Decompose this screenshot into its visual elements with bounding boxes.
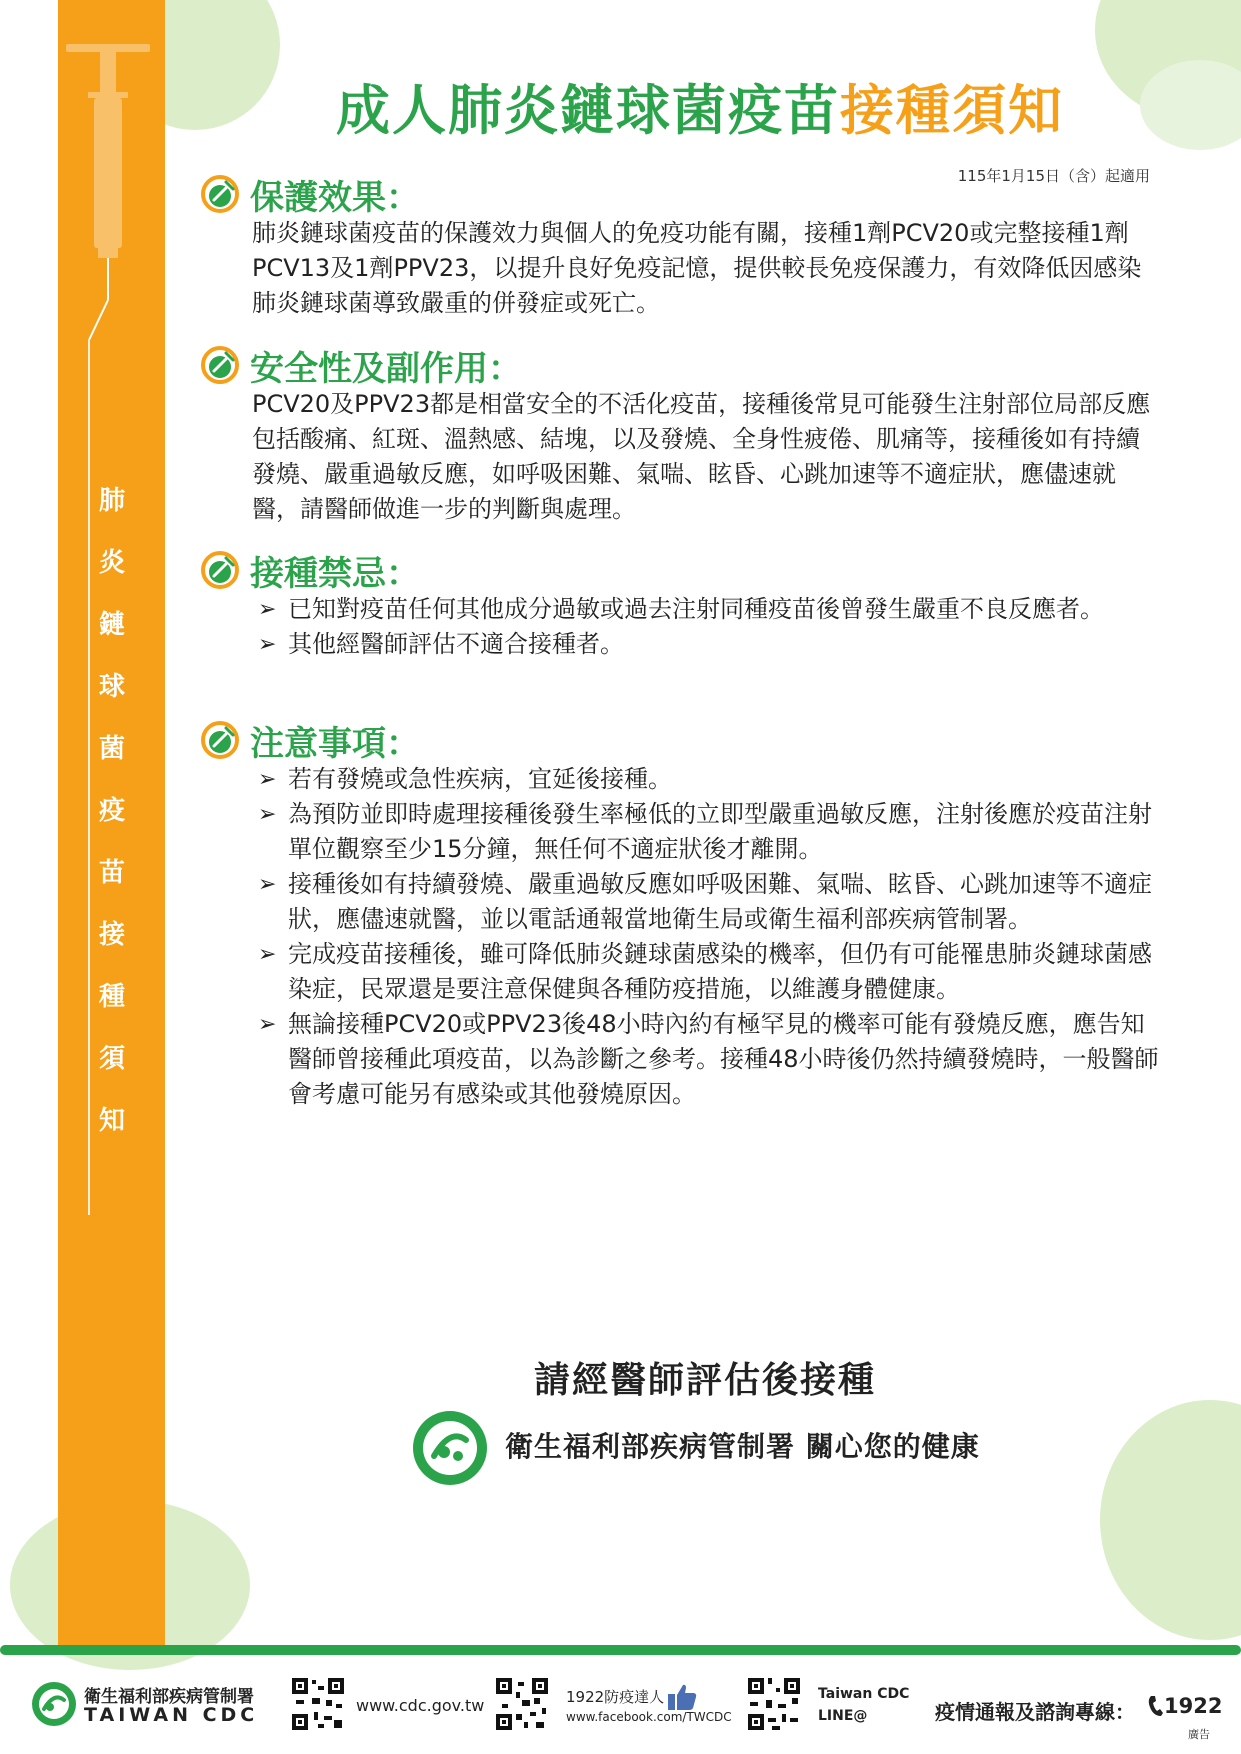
list-item-text: 無論接種PCV20或PPV23後48小時內約有極罕見的機率可能有發燒反應，應告知醫師曾接種此項疫苗，以為診斷之參考。接種48小時後仍然持續發燒時，一般醫師會考慮可能另有感染或其他發燒原因。 [288, 1010, 1159, 1108]
bullet-arrow-icon: ➢ [258, 1012, 277, 1037]
sidebar-char: 苗 [98, 858, 125, 888]
syringe-badge-icon [200, 720, 240, 760]
section-header [200, 343, 1160, 387]
section-contraindications [200, 548, 1160, 662]
sidebar-char: 須 [98, 1044, 125, 1074]
bullet-arrow-icon: ➢ [258, 632, 277, 657]
section-title: 安全性及副作用： [250, 348, 522, 389]
syringe-badge-icon [200, 550, 240, 590]
bullet-arrow-icon: ➢ [258, 802, 277, 827]
section-notes [200, 718, 1160, 1112]
list-item [258, 627, 1160, 662]
syringe-badge-icon [200, 345, 240, 385]
thumbs-up-icon [666, 1682, 698, 1712]
list-item [258, 592, 1160, 627]
list-item-text: 其他經醫師評估不適合接種者。 [288, 630, 624, 658]
sidebar-char: 鏈 [98, 610, 125, 640]
list-item [258, 797, 1160, 867]
footer-line-name[interactable]: Taiwan CDC [818, 1686, 910, 1702]
footer-divider [0, 1645, 1241, 1655]
footer-ad-label: 廣告 [1188, 1728, 1210, 1741]
section-header [200, 718, 1160, 762]
qr-code-icon [290, 1676, 346, 1732]
section-title: 注意事項： [250, 723, 420, 764]
list-item-text: 為預防並即時處理接種後發生率極低的立即型嚴重過敏反應，注射後應於疫苗注射單位觀察至少15分鐘，無任何不適症狀後才離開。 [288, 800, 1152, 863]
call-to-action: 請經醫師評估後接種 [533, 1360, 876, 1401]
page-title-highlight: 接種須知 [840, 79, 1064, 142]
phone-icon [1146, 1694, 1164, 1718]
list-item [258, 937, 1160, 1007]
footer [0, 1660, 1241, 1754]
section-body: 肺炎鏈球菌疫苗的保護效力與個人的免疫功能有關，接種1劑PCV20或完整接種1劑PCV13及1劑PPV23，以提升良好免疫記憶，提供較長免疫保護力，有效降低因感染肺炎鏈球菌導致嚴重的併發症或死亡。 [252, 219, 1142, 317]
qr-code-icon [494, 1676, 550, 1732]
effective-date: 115年1月15日（含）起適用 [957, 167, 1150, 185]
section-header [200, 548, 1160, 592]
section-protection [200, 172, 1160, 321]
sidebar-char: 疫 [98, 796, 125, 826]
footer-hotline-label: 疫情通報及諮詢專線： [935, 1700, 1135, 1724]
contraindication-list [258, 592, 1160, 662]
bullet-arrow-icon: ➢ [258, 597, 277, 622]
cdc-logo-icon [30, 1680, 78, 1728]
list-item [258, 762, 1160, 797]
page-title-main: 成人肺炎鏈球菌疫苗 [336, 79, 840, 142]
sidebar-char: 球 [98, 672, 125, 702]
list-item-text: 已知對疫苗任何其他成分過敏或過去注射同種疫苗後曾發生嚴重不良反應者。 [288, 595, 1104, 623]
section-title: 接種禁忌： [250, 553, 420, 594]
sidebar-char: 知 [98, 1106, 125, 1136]
sidebar-char: 炎 [98, 548, 125, 578]
sidebar-vertical-title [90, 470, 134, 1152]
footer-line-label[interactable]: LINE@ [818, 1708, 868, 1724]
footer-facebook-name[interactable]: 1922防疫達人 [566, 1688, 665, 1706]
cdc-logo-icon [410, 1408, 490, 1488]
section-header [200, 172, 1160, 216]
section-safety [200, 343, 1160, 527]
syringe-icon [58, 20, 165, 340]
footer-facebook-url[interactable]: www.facebook.com/TWCDC [566, 1710, 732, 1724]
syringe-badge-icon [200, 174, 240, 214]
bullet-arrow-icon: ➢ [258, 767, 277, 792]
bullet-arrow-icon: ➢ [258, 942, 277, 967]
bullet-arrow-icon: ➢ [258, 872, 277, 897]
list-item [258, 1007, 1160, 1112]
list-item-text: 若有發燒或急性疾病，宜延後接種。 [288, 765, 672, 793]
sidebar-char: 接 [98, 920, 125, 950]
list-item [258, 867, 1160, 937]
page-title [200, 68, 1200, 145]
sidebar-char: 菌 [98, 734, 125, 764]
list-item-text: 完成疫苗接種後，雖可降低肺炎鏈球菌感染的機率，但仍有可能罹患肺炎鏈球菌感染症，民眾還是要注意保健與各種防疫措施，以維護身體健康。 [288, 940, 1152, 1003]
footer-website[interactable]: www.cdc.gov.tw [356, 1696, 485, 1715]
section-body: PCV20及PPV23都是相當安全的不活化疫苗，接種後常見可能發生注射部位局部反應包括酸痛、紅斑、溫熱感、結塊，以及發燒、全身性疲倦、肌痛等，接種後如有持續發燒、嚴重過敏反應，如呼吸困難、氣喘、眩昏、心跳加速等不適症狀，應儘速就醫，請醫師做進一步的判斷與處理。 [252, 390, 1151, 523]
decor-blob-bottom-right [1100, 1400, 1241, 1640]
sidebar-char: 肺 [98, 486, 125, 516]
list-item-text: 接種後如有持續發燒、嚴重過敏反應如呼吸困難、氣喘、眩昏、心跳加速等不適症狀，應儘速就醫，並以電話通報當地衛生局或衛生福利部疾病管制署。 [288, 870, 1152, 933]
footer-org-name-en: TAIWAN CDC [84, 1704, 259, 1726]
footer-hotline-number[interactable]: 1922 [1164, 1694, 1223, 1718]
footer-org-name: 衛生福利部疾病管制署 [84, 1687, 254, 1707]
slogan: 衛生福利部疾病管制署 關心您的健康 [505, 1430, 980, 1463]
section-title: 保護效果： [250, 177, 420, 218]
qr-code-icon [746, 1676, 802, 1732]
notes-list [258, 762, 1160, 1112]
sidebar-char: 種 [98, 982, 125, 1012]
